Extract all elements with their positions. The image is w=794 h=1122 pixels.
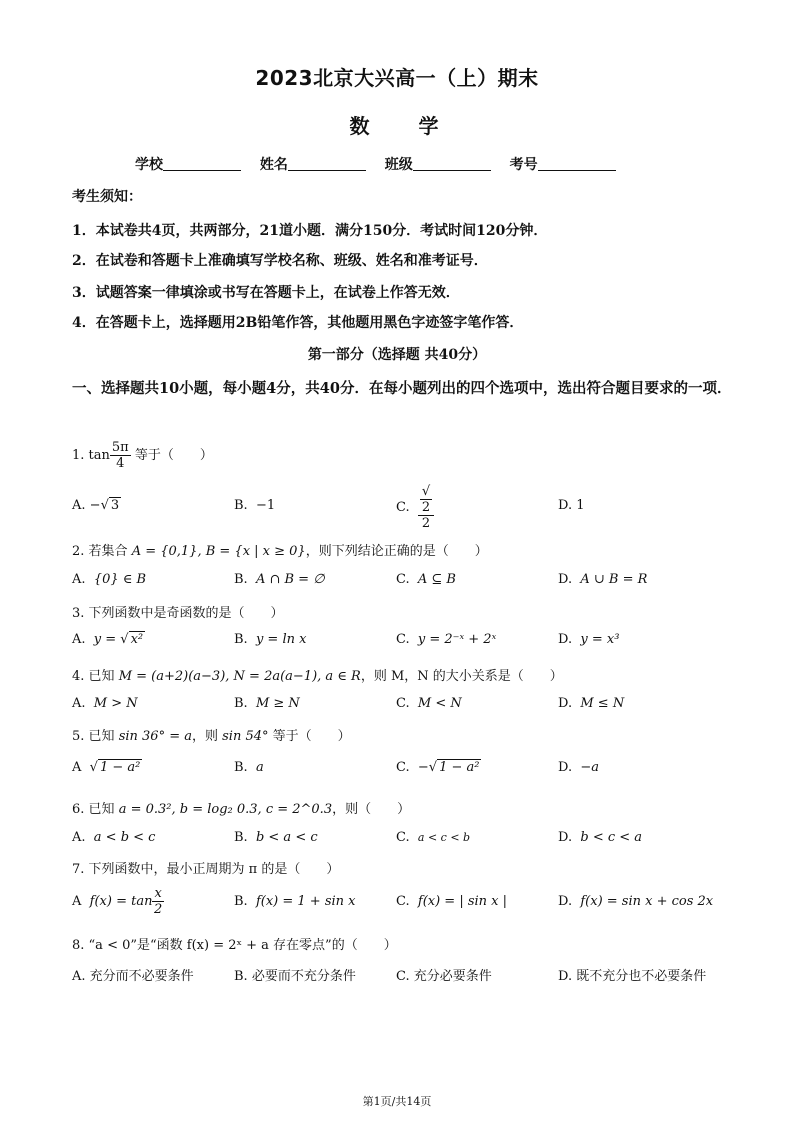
q3-option-b: B. y = ln x bbox=[234, 632, 307, 647]
notice-item: 2．在试卷和答题卡上准确填写学校名称、班级、姓名和准考证号． bbox=[72, 253, 488, 269]
q2-option-a: A. {0} ∈ B bbox=[72, 572, 147, 587]
q1-option-c: C. √ 2 2 bbox=[396, 484, 434, 531]
q8-option-a: A. 充分而不必要条件 bbox=[72, 969, 194, 984]
q5-option-b: B. a bbox=[234, 760, 264, 775]
question-2-stem: 2. 若集合 A = {0,1}, B = {x | x ≥ 0}，则下列结论正确的是（ ） bbox=[72, 544, 488, 559]
q6-option-a: A. a < b < c bbox=[72, 830, 156, 845]
question-7-stem: 7. 下列函数中，最小正周期为 π 的是（ ） bbox=[72, 862, 340, 877]
question-3-stem: 3. 下列函数中是奇函数的是（ ） bbox=[72, 606, 284, 621]
q8-option-c: C. 充分必要条件 bbox=[396, 969, 492, 984]
notice-heading: 考生须知： bbox=[72, 189, 142, 205]
q5-option-d: D. −a bbox=[558, 760, 600, 775]
q7-option-a: A f(x) = tan $\frac{x}{2}$ bbox=[72, 886, 163, 917]
field-name: 姓名 bbox=[260, 154, 366, 174]
q7-option-d: D. f(x) = sin x + cos 2x bbox=[558, 894, 714, 909]
q3-option-c: C. y = 2⁻ˣ + 2ˣ bbox=[396, 632, 497, 647]
q3-option-d: D. y = x³ bbox=[558, 632, 620, 647]
notice-item: 4．在答题卡上，选择题用2B铅笔作答，其他题用黑色字迹签字笔作答． bbox=[72, 315, 524, 331]
q1-option-d: D. 1 bbox=[558, 498, 585, 513]
notice-item: 3．试题答案一律填涂或书写在答题卡上，在试卷上作答无效． bbox=[72, 285, 460, 301]
q3-option-a: A. y = √ x² bbox=[72, 632, 144, 647]
fraction: $\frac{x}{2}$ bbox=[153, 886, 163, 917]
q2-option-b: B. A ∩ B = ∅ bbox=[234, 572, 325, 587]
field-school: 学校 bbox=[135, 154, 241, 174]
field-class: 班级 bbox=[385, 154, 491, 174]
q6-option-c: C. a < c < b bbox=[396, 830, 471, 845]
exam-subject: 数 学 bbox=[349, 114, 445, 138]
field-blank bbox=[413, 156, 491, 171]
student-info-fields bbox=[135, 154, 630, 174]
field-exam-number: 考号 bbox=[510, 154, 616, 174]
q2-option-c: C. A ⊆ B bbox=[396, 572, 456, 587]
q8-option-b: B. 必要而不充分条件 bbox=[234, 969, 356, 984]
q1-option-b: B. −1 bbox=[234, 498, 276, 513]
notice-item: 1．本试卷共4页，共两部分，21道小题．满分150分．考试时间120分钟． bbox=[72, 223, 548, 239]
q6-option-d: D. b < c < a bbox=[558, 830, 643, 845]
field-blank bbox=[163, 156, 241, 171]
q5-option-a: A √ 1 − a² bbox=[72, 760, 141, 775]
q7-option-c: C. f(x) = | sin x | bbox=[396, 894, 508, 909]
field-blank bbox=[538, 156, 616, 171]
page-number: 第1页/共14页 bbox=[362, 1095, 432, 1108]
q4-option-c: C. M < N bbox=[396, 696, 462, 711]
field-blank bbox=[288, 156, 366, 171]
q6-option-b: B. b < a < c bbox=[234, 830, 318, 845]
question-5-stem: 5. 已知 sin 36° = a，则 sin 54° 等于（ ） bbox=[72, 729, 351, 744]
q1-option-a: A. −√ 3 bbox=[72, 498, 120, 513]
section-instruction: 一、选择题共10小题，每小题4分，共40分．在每小题列出的四个选项中，选出符合题目要求的一项． bbox=[72, 380, 732, 397]
question-4-stem: 4. 已知 M = (a+2)(a−3), N = 2a(a−1), a ∈ R，则 M，N 的大小关系是（ ） bbox=[72, 669, 563, 684]
question-1-stem: 1. tan $\frac{5\pi}{4}$ 等于（ ） bbox=[72, 440, 213, 471]
question-6-stem: 6. 已知 a = 0.3², b = log₂ 0.3, c = 2^0.3，则（ ） bbox=[72, 802, 411, 817]
q4-option-a: A. M > N bbox=[72, 696, 138, 711]
q7-option-b: B. f(x) = 1 + sin x bbox=[234, 894, 356, 909]
exam-title: 2023北京大兴高一（上）期末 bbox=[255, 66, 539, 90]
q2-option-d: D. A ∪ B = R bbox=[558, 572, 648, 587]
fraction: $\frac{5\pi}{4}$ bbox=[111, 440, 129, 471]
question-8-stem: 8. “a < 0”是“函数 f(x) = 2ˣ + a 存在零点”的（ ） bbox=[72, 938, 397, 953]
q8-option-d: D. 既不充分也不必要条件 bbox=[558, 969, 707, 984]
q4-option-d: D. M ≤ N bbox=[558, 696, 625, 711]
q4-option-b: B. M ≥ N bbox=[234, 696, 300, 711]
fraction: √ 2 2 bbox=[418, 484, 434, 531]
part-title: 第一部分（选择题 共40分） bbox=[307, 347, 487, 363]
q5-option-c: C. −√ 1 − a² bbox=[396, 760, 480, 775]
